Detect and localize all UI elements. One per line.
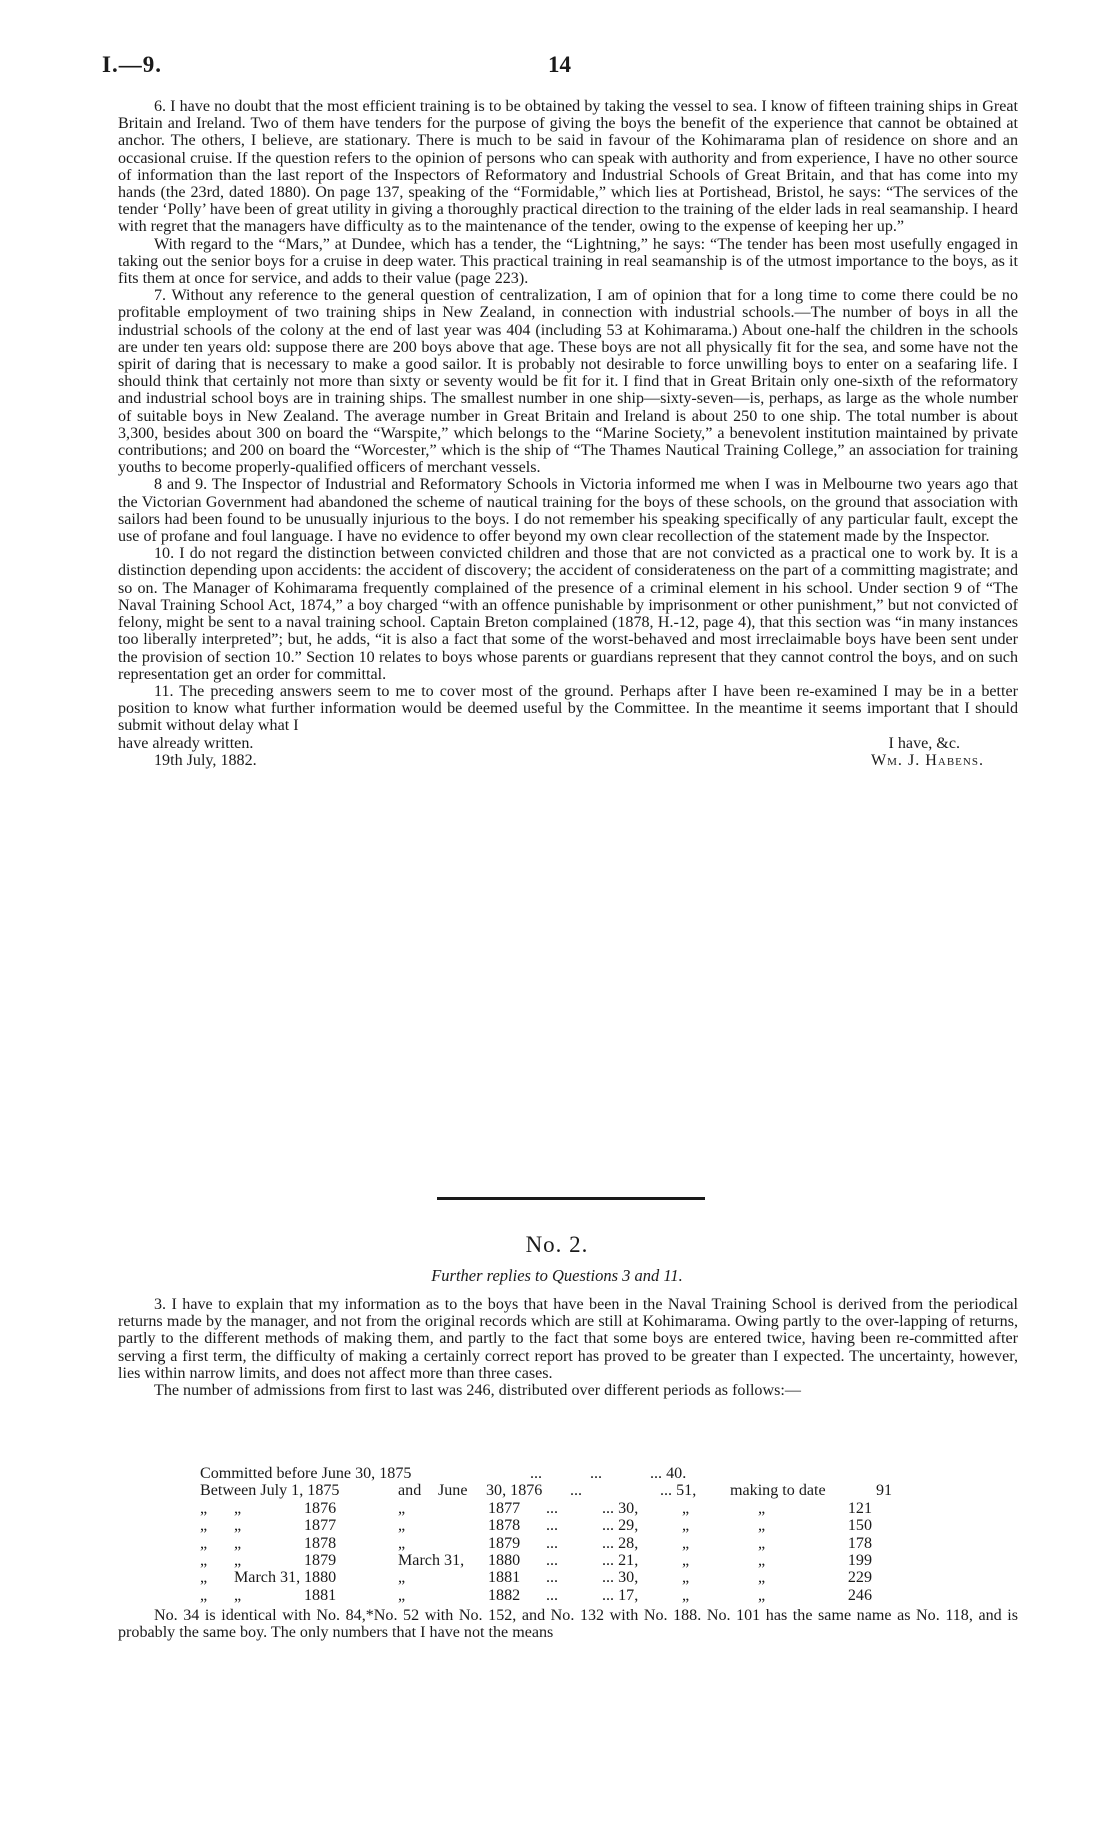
- table-cell: 1877: [304, 1517, 337, 1535]
- closing-paragraph: No. 34 is identical with No. 84,*No. 52 with No. 152, and No. 132 with No. 188. No. 101 has the same name as No. 118, and is probably the same boy. The only numbers that I have not the means: [118, 1607, 1018, 1642]
- closing-row-2: [118, 752, 1018, 769]
- closing-last-line: have already written.: [118, 734, 254, 752]
- table-cell: ... 17,: [602, 1586, 639, 1604]
- table-cell: „: [682, 1534, 690, 1552]
- table-cell: 1882: [488, 1586, 521, 1604]
- table-cell: „: [200, 1551, 208, 1569]
- table-cell: „: [234, 1534, 242, 1552]
- table-cell: „: [200, 1534, 208, 1552]
- table-cell: making to date: [730, 1482, 826, 1500]
- table-cell: ... 29,: [602, 1517, 639, 1535]
- table-cell: „: [234, 1499, 242, 1517]
- table-row: [200, 1569, 920, 1586]
- table-row: [200, 1465, 920, 1482]
- table-cell: „: [200, 1499, 208, 1517]
- section2-paragraph: [118, 1296, 1018, 1399]
- paragraph-mars: With regard to the “Mars,” at Dundee, which has a tender, the “Lightning,” he says: “The tender has been most usefully engaged in taking out the senior boys for a cruise in deep water. This practical training in real seamanship is of the utmost importance to the boys, as it fits them at once for service, and adds to their value (page 223).: [118, 235, 1018, 288]
- table-cell: „: [758, 1534, 766, 1552]
- table-cell: 229: [847, 1569, 872, 1587]
- table-cell: ...: [546, 1586, 559, 1604]
- table-cell: ... 40.: [650, 1465, 687, 1482]
- table-cell: „: [682, 1551, 690, 1569]
- table-cell: ... 28,: [602, 1534, 639, 1552]
- table-cell: ...: [530, 1465, 543, 1482]
- table-row: [200, 1587, 920, 1604]
- table-cell: „: [234, 1551, 242, 1569]
- paragraph-6: 6. I have no doubt that the most efficient training is to be obtained by taking the vessel to sea. I know of fifteen training ships in Great Britain and Ireland. Two of them have tenders for the purpose of giving the boys the benefit of the experience that cannot be obtained at anchor. The others, I believe, are stationary. There is much to be said in favour of the Kohimarama plan of residence on shore and an occasional cruise. If the question refers to the opinion of persons who can speak with authority and from experience, I have no other source of information than the last report of the Inspectors of Reformatory and Industrial Schools of Great Britain, and that has come into my hands (the 23rd, dated 1880). On page 137, speaking of the “Formidable,” which lies at Portishead, Bristol, he says: “The services of the tender ‘Polly’ have been of great utility in giving a thoroughly practical direction to the training of the elder lads in real seamanship. I heard with regret that the managers have difficulty as to the maintenance of the tender, owing to the expense of keeping her up.”: [118, 98, 1018, 236]
- letter-date: 19th July, 1882.: [154, 751, 257, 769]
- table-cell: 1876: [304, 1499, 337, 1517]
- table-row: [200, 1535, 920, 1552]
- table-cell: „: [234, 1517, 242, 1535]
- table-cell: „: [682, 1499, 690, 1517]
- table-cell: 1880: [488, 1551, 521, 1569]
- paragraph-10: 10. I do not regard the distinction between convicted children and those that are not convicted as a practical one to work by. It is a distinction depending upon accidents: the accident of discovery; the accident of considerateness on the part of a committing magistrate; and so on. The Manager of Kohimarama frequently complained of the presence of a criminal element in his school. Under section 9 of “The Naval Training School Act, 1874,” a boy charged “with an offence punishable by imprisonment or other punishment,” but not convicted of felony, might be sent to a naval training school. Captain Breton complained (1878, H.-12, page 4), that this section was “in many instances too liberally interpreted”; but, he adds, “it is also a fact that some of the worst-behaved and most irreclaimable boys have been sent under the provision of section 10.” Section 10 relates to boys whose parents or guardians represent that they cannot control the boys, and on such representation get an order for committal.: [118, 545, 1018, 683]
- table-cell: „: [758, 1569, 766, 1587]
- table-cell: 178: [847, 1534, 872, 1552]
- table-cell: „: [758, 1499, 766, 1517]
- table-cell: 1879: [304, 1551, 337, 1569]
- table-cell: „: [682, 1569, 690, 1587]
- table-cell: March 31,: [398, 1551, 465, 1569]
- table-row: [200, 1500, 920, 1517]
- closing-row-1: [118, 735, 1018, 752]
- table-cell: ...: [570, 1482, 583, 1500]
- table-cell: Between July 1, 1875: [200, 1482, 340, 1500]
- table-cell: ...: [546, 1499, 559, 1517]
- table-cell: 150: [847, 1517, 872, 1535]
- table-cell: 30, 1876: [486, 1482, 543, 1500]
- page-number: 14: [548, 52, 571, 77]
- table-cell: „: [682, 1517, 690, 1535]
- table-cell: March 31,: [234, 1569, 301, 1587]
- table-cell: 199: [847, 1551, 872, 1569]
- table-cell: June: [438, 1482, 468, 1500]
- table-cell: 1878: [304, 1534, 337, 1552]
- table-cell: „: [398, 1534, 406, 1552]
- table-row: [200, 1552, 920, 1569]
- table-cell: „: [758, 1517, 766, 1535]
- section-subheading: Further replies to Questions 3 and 11.: [431, 1266, 683, 1285]
- closing-salutation: I have, &c.: [888, 734, 960, 752]
- table-cell: Committed before June 30, 1875: [200, 1465, 412, 1482]
- table-cell: „: [758, 1551, 766, 1569]
- paragraph-11: 11. The preceding answers seem to me to cover most of the ground. Perhaps after I have been re-examined I may be in a better position to know what further information would be deemed useful by the Committee. In the meantime it seems important that I should submit without delay what I: [118, 682, 1018, 735]
- table-cell: „: [398, 1517, 406, 1535]
- paragraph-7: 7. Without any reference to the general question of centralization, I am of opinion that for a long time to come there could be no profitable employment of two training ships in New Zealand, in connection with industrial schools.—The number of boys in all the industrial schools of the colony at the end of last year was 404 (including 53 at Kohimarama.) About one-half the children in the schools are under ten years old: suppose there are 200 boys above that age. These boys are not all physically fit for the sea, and some have not the spirit of daring that is necessary to make a good sailor. It is probably not desirable to force unwilling boys to enter on a seafaring life. I should think that certainly not more than sixty or seventy would be fit for it. I find that in Great Britain only one-sixth of the reformatory and industrial school boys are in training ships. The smallest number in one ship—sixty-seven—is, perhaps, as large as the whole number of suitable boys in New Zealand. The average number in Great Britain and Ireland is about 250 to one ship. The total number is about 3,300, besides about 300 on board the “Warspite,” which belongs to the “Marine Society,” a benevolent institution maintained by private contributions; and 200 on board the “Worcester,” which is the ship of “The Thames Nautical Training College,” an association for training youths to become properly-qualified officers of merchant vessels.: [118, 287, 1018, 477]
- table-cell: „: [234, 1586, 242, 1604]
- table-cell: 1881: [304, 1586, 337, 1604]
- table-cell: ... 30,: [602, 1499, 639, 1517]
- table-row: [200, 1517, 920, 1534]
- admissions-intro: The number of admissions from first to last was 246, distributed over different periods as follows:—: [154, 1382, 801, 1400]
- table-cell: 1877: [488, 1499, 521, 1517]
- table-row: [200, 1482, 920, 1499]
- table-cell: 1880: [304, 1569, 337, 1587]
- table-cell: ... 30,: [602, 1569, 639, 1587]
- section-heading: No. 2.: [525, 1232, 589, 1257]
- closing-paragraph-block: [118, 1607, 1018, 1641]
- body-text-top: [118, 98, 1018, 769]
- table-cell: „: [398, 1499, 406, 1517]
- section-divider: [437, 1197, 705, 1200]
- table-cell: 1881: [488, 1569, 521, 1587]
- paragraph-3: 3. I have to explain that my information as to the boys that have been in the Naval Training School is derived from the periodical returns made by the manager, and not from the original records which are still at Kohimarama. Owing partly to the over-lapping of returns, partly to the different methods of making them, and partly to the fact that some boys are entered twice, having been re-committed after serving a first term, the difficulty of making a certainly correct report has proved to be greater than I expected. The uncertainty, however, lies within narrow limits, and does not affect more than three cases.: [118, 1296, 1018, 1382]
- table-cell: ...: [546, 1569, 559, 1587]
- table-cell: 121: [847, 1499, 872, 1517]
- table-cell: „: [398, 1586, 406, 1604]
- table-cell: „: [398, 1569, 406, 1587]
- signature: Wm. J. Habens.: [870, 751, 984, 769]
- table-cell: „: [758, 1586, 766, 1604]
- table-cell: 1878: [488, 1517, 521, 1535]
- table-cell: „: [200, 1586, 208, 1604]
- table-cell: 1879: [488, 1534, 521, 1552]
- table-cell: ... 51,: [660, 1482, 697, 1500]
- table-cell: ...: [546, 1517, 559, 1535]
- series-reference: I.—9.: [102, 52, 162, 77]
- table-cell: ...: [546, 1551, 559, 1569]
- table-cell: 246: [847, 1586, 872, 1604]
- table-cell: ...: [590, 1465, 603, 1482]
- admissions-table: [200, 1465, 920, 1604]
- table-cell: „: [200, 1569, 208, 1587]
- table-cell: „: [200, 1517, 208, 1535]
- table-cell: and: [398, 1482, 422, 1500]
- paragraph-8-9: 8 and 9. The Inspector of Industrial and Reformatory Schools in Victoria informed me when I was in Melbourne two years ago that the Victorian Government had abandoned the scheme of nautical training for the boys of these schools, on the ground that association with sailors had been found to be unusually injurious to the boys. I do not remember his speaking specifically of any particular fault, except the use of profane and foul language. I have no evidence to offer beyond my own clear recollection of the statement made by the Inspector.: [118, 476, 1018, 546]
- table-cell: ...: [546, 1534, 559, 1552]
- table-cell: „: [682, 1586, 690, 1604]
- table-cell: ... 21,: [602, 1551, 639, 1569]
- table-cell: 91: [876, 1482, 893, 1500]
